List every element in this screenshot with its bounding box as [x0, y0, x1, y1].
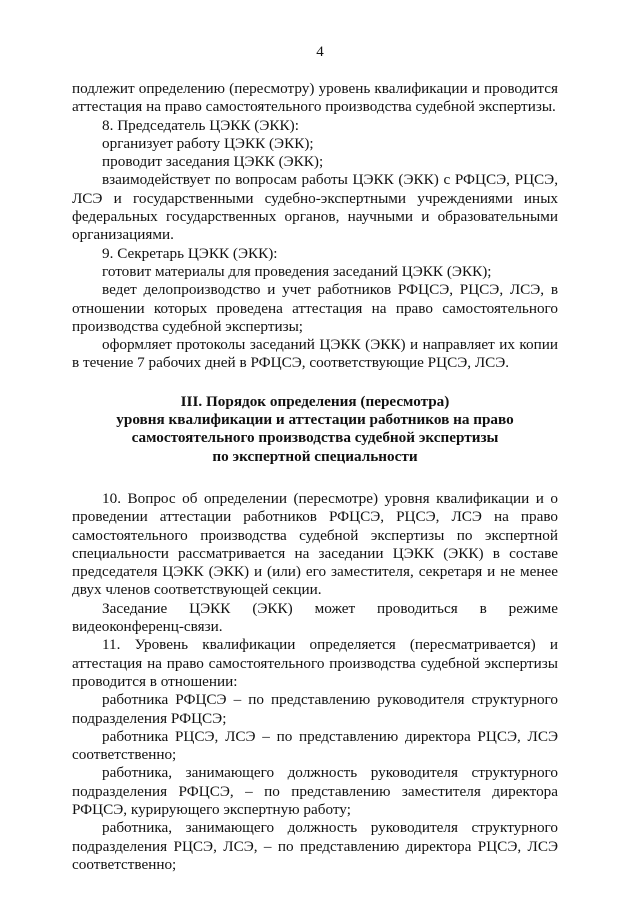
paragraph: 11. Уровень квалификации определяется (пересматривается) и аттестация на право самостоятельного производства судебной экспертизы проводится в отношении: [72, 636, 558, 690]
paragraph: ведет делопроизводство и учет работников РФЦСЭ, РЦСЭ, ЛСЭ, в отношении которых проведена аттестация на право самостоятельного производства судебной экспертизы; [72, 281, 558, 335]
page-number: 4 [316, 44, 324, 60]
paragraph: работника РЦСЭ, ЛСЭ – по представлению директора РЦСЭ, ЛСЭ соответственно; [72, 727, 558, 764]
section-heading-line: уровня квалификации и аттестации работников на право [116, 411, 514, 429]
section-heading-line: III. Порядок определения (пересмотра) [180, 392, 450, 410]
paragraph: Заседание ЦЭКК (ЭКК) может проводиться в режиме видеоконференц-связи. [72, 599, 558, 636]
document-body [72, 80, 558, 874]
paragraph: работника РФЦСЭ – по представлению руководителя структурного подразделения РФЦСЭ; [72, 691, 558, 727]
paragraph: взаимодействует по вопросам работы ЦЭКК (ЭКК) с РФЦСЭ, РЦСЭ, ЛСЭ и государственными судебно-экспертными учреждениями иных федеральных государственных органов, научными и образовательными организациями. [72, 171, 558, 244]
paragraph: работника, занимающего должность руководителя структурного подразделения РЦСЭ, ЛСЭ, – по представлению директора РЦСЭ, ЛСЭ соответственно; [72, 819, 558, 873]
paragraph: 8. Председатель ЦЭКК (ЭКК): [102, 116, 299, 134]
paragraph: оформляет протоколы заседаний ЦЭКК (ЭКК) и направляет их копии в течение 7 рабочих дней в РФЦСЭ, соответствующие РЦСЭ, ЛСЭ. [72, 336, 558, 372]
paragraph: проводит заседания ЦЭКК (ЭКК); [102, 153, 324, 171]
paragraph: работника, занимающего должность руководителя структурного подразделения РФЦСЭ, – по представлению заместителя директора РФЦСЭ, курирующего экспертную работу; [72, 764, 558, 818]
section-heading [72, 393, 558, 466]
paragraph: подлежит определению (пересмотру) уровень квалификации и проводится аттестация на право самостоятельного производства судебной экспертизы. [72, 80, 558, 116]
paragraph: 10. Вопрос об определении (пересмотре) уровня квалификации и о проведении аттестации работников РФЦСЭ, РЦСЭ, ЛСЭ на право самостоятельного производства судебной экспертизы по экспертной специальности рассматривается на заседании ЦЭКК (ЭКК) в составе председателя ЦЭКК (ЭКК) и (или) его заместителя, секретаря и не менее двух членов соответствующей секции. [72, 489, 558, 599]
section-heading-line: самостоятельного производства судебной экспертизы [131, 429, 499, 447]
section-heading-line: по экспертной специальности [212, 447, 418, 465]
paragraph: организует работу ЦЭКК (ЭКК); [102, 134, 314, 152]
paragraph: 9. Секретарь ЦЭКК (ЭКК): [102, 244, 278, 262]
paragraph: готовит материалы для проведения заседаний ЦЭКК (ЭКК); [102, 262, 492, 280]
